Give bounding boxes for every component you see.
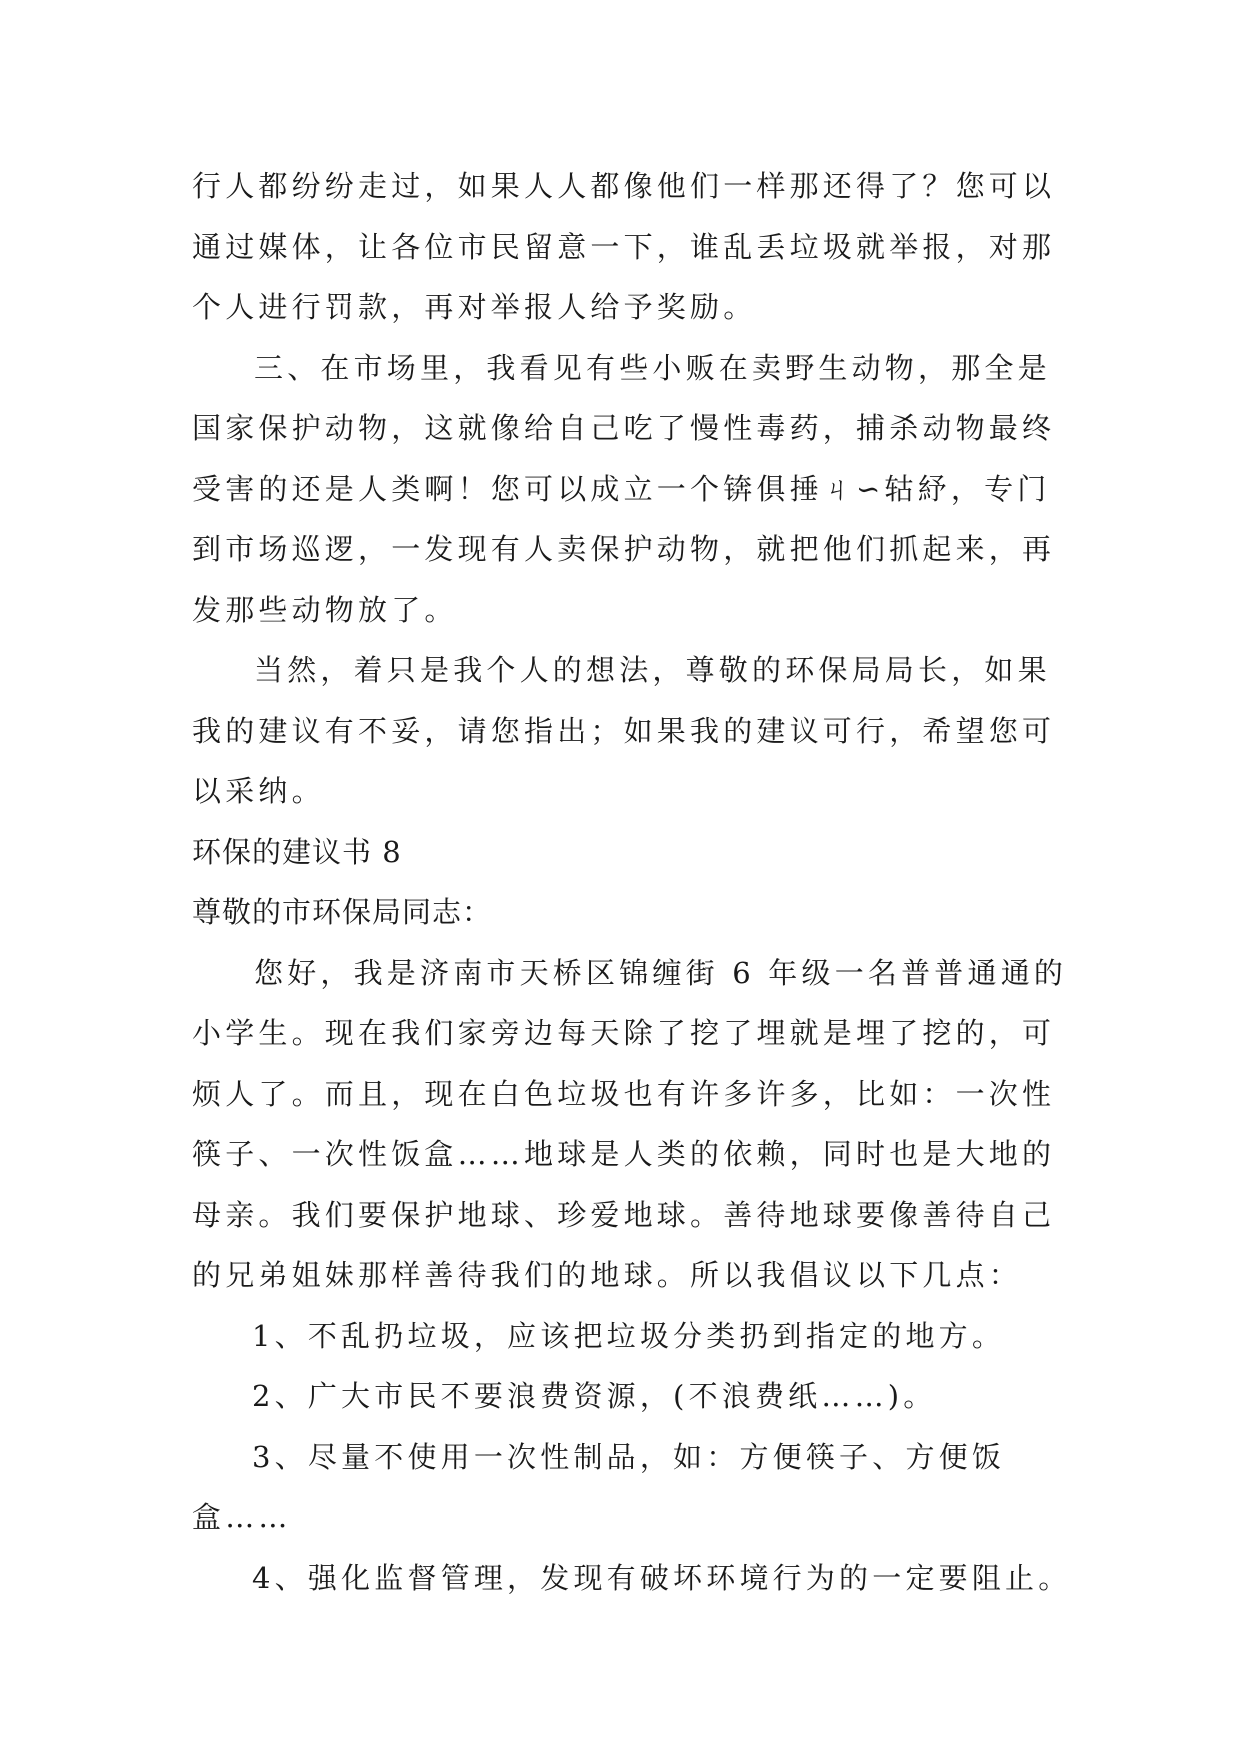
list-item: 4、强化监督管理，发现有破坏环境行为的一定要阻止。 (252, 1560, 1072, 1595)
list-item-continuation: 盒…… (192, 1500, 292, 1534)
paragraph-line: 以采纳。 (192, 774, 325, 808)
paragraph-line: 发那些动物放了。 (192, 592, 458, 627)
paragraph-line: 筷子、一次性饭盒……地球是人类的依赖，同时也是大地的 (192, 1137, 1056, 1171)
paragraph-line: 国家保护动物，这就像给自己吃了慢性毒药，捕杀动物最终 (192, 411, 1056, 445)
section-heading: 环保的建议书 8 (192, 834, 402, 869)
paragraph-line: 到市场巡逻，一发现有人卖保护动物，就把他们抓起来，再 (192, 532, 1056, 566)
paragraph-line: 母亲。我们要保护地球、珍爱地球。善待地球要像善待自己 (192, 1197, 1056, 1232)
list-item: 3、尽量不使用一次性制品，如：方便筷子、方便饭 (252, 1439, 1006, 1474)
paragraph-line: 三、在市场里，我看见有些小贩在卖野生动物，那全是 (254, 350, 1051, 385)
paragraph-line: 受害的还是人类啊！您可以成立一个锛俱捶ㄐ∽轱紓，专门 (192, 471, 1051, 506)
paragraph-line: 烦人了。而且，现在白色垃圾也有许多许多，比如：一次性 (192, 1076, 1056, 1111)
paragraph-line: 行人都纷纷走过，如果人人都像他们一样那还得了？您可以 (192, 169, 1056, 203)
paragraph-line: 您好，我是济南市天桥区锦缠街 6 年级一名普普通通的 (254, 955, 1068, 990)
paragraph-line: 通过媒体，让各位市民留意一下，谁乱丢垃圾就举报，对那 (192, 229, 1056, 264)
list-item: 1、不乱扔垃圾，应该把垃圾分类扔到指定的地方。 (252, 1318, 1006, 1353)
paragraph-line: 当然，着只是我个人的想法，尊敬的环保局局长，如果 (254, 653, 1051, 687)
paragraph-line: 的兄弟姐妹那样善待我们的地球。所以我倡议以下几点： (192, 1258, 1023, 1292)
list-item: 2、广大市民不要浪费资源，(不浪费纸……)。 (252, 1379, 937, 1413)
paragraph-line: 个人进行罚款，再对举报人给予奖励。 (192, 290, 757, 324)
salutation: 尊敬的市环保局同志： (192, 895, 493, 929)
document-body (192, 156, 1072, 1608)
paragraph-line: 我的建议有不妥，请您指出；如果我的建议可行，希望您可 (192, 713, 1056, 748)
paragraph-line: 小学生。现在我们家旁边每天除了挖了埋就是埋了挖的，可 (192, 1016, 1056, 1050)
